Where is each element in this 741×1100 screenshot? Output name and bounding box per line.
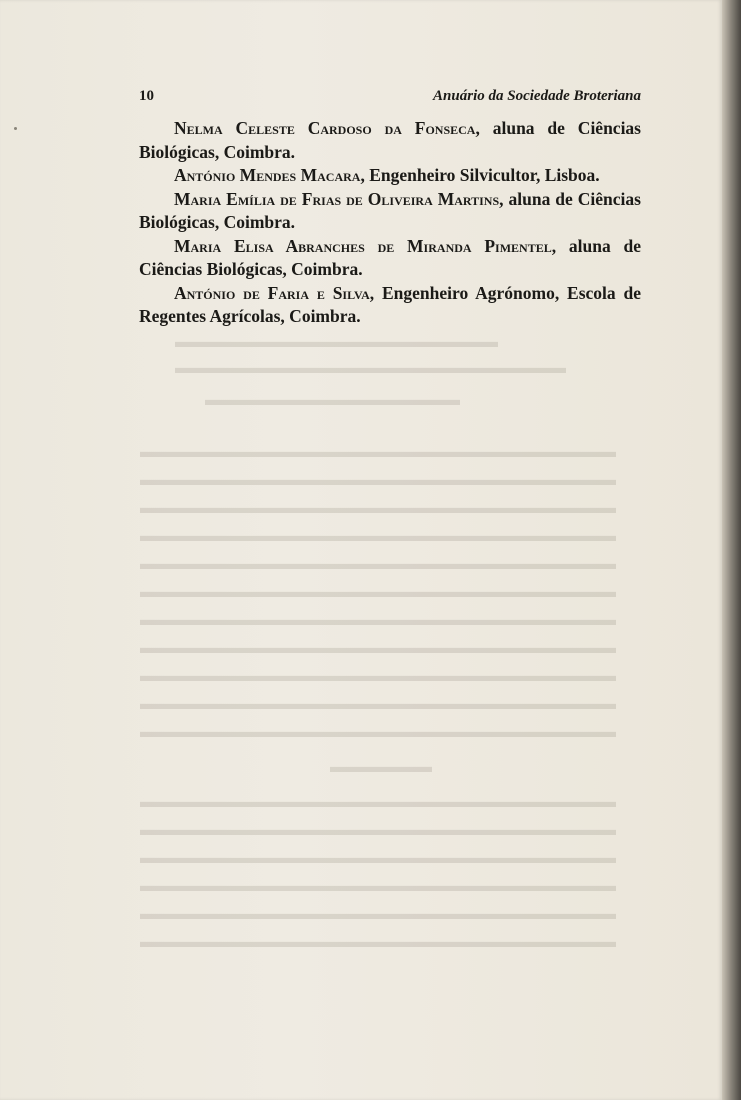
- show-through-line: ▬▬▬▬▬▬▬▬▬▬▬▬▬▬▬▬▬▬▬▬▬▬▬▬▬▬▬▬: [140, 722, 616, 741]
- show-through-line: ▬▬▬▬▬▬▬▬▬▬▬▬▬▬▬▬▬▬▬▬▬▬▬▬▬▬▬▬: [140, 610, 616, 629]
- member-name: António de Faria e Silva: [174, 282, 370, 303]
- show-through-line: ▬▬▬▬▬▬▬▬▬▬▬▬▬▬▬▬▬▬▬: [175, 332, 498, 351]
- show-through-line: ▬▬▬▬▬▬▬▬▬▬▬▬▬▬▬▬▬▬▬▬▬▬▬▬▬▬▬▬: [140, 554, 616, 573]
- show-through-line: ▬▬▬▬▬▬▬▬▬▬▬▬▬▬▬: [205, 390, 460, 409]
- member-description: , Engenheiro Silvicultor, Lisboa.: [360, 165, 600, 185]
- show-through-line: ▬▬▬▬▬▬▬▬▬▬▬▬▬▬▬▬▬▬▬▬▬▬▬▬▬▬▬▬: [140, 848, 616, 867]
- book-spine-edge: [722, 0, 741, 1100]
- member-name: Nelma Celeste Cardoso da Fonseca: [174, 118, 476, 138]
- member-description: , aluna de Ciências Biológicas, Coimbra.: [139, 188, 641, 232]
- page-header: [139, 88, 641, 110]
- show-through-line: ▬▬▬▬▬▬▬▬▬▬▬▬▬▬▬▬▬▬▬▬▬▬▬▬▬▬▬▬: [140, 666, 616, 685]
- member-description: , aluna de Ciências Biológicas, Coimbra.: [139, 235, 641, 279]
- show-through-line: ▬▬▬▬▬▬▬▬▬▬▬▬▬▬▬▬▬▬▬▬▬▬▬▬▬▬▬▬: [140, 820, 616, 839]
- show-through-line: ▬▬▬▬▬▬▬▬▬▬▬▬▬▬▬▬▬▬▬▬▬▬▬▬▬▬▬▬: [140, 904, 616, 923]
- show-through-line: ▬▬▬▬▬▬▬▬▬▬▬▬▬▬▬▬▬▬▬▬▬▬▬▬▬▬▬▬: [140, 792, 616, 811]
- show-through-line: ▬▬▬▬▬▬▬▬▬▬▬▬▬▬▬▬▬▬▬▬▬▬▬▬▬▬▬▬: [140, 442, 616, 461]
- member-list: [139, 117, 641, 329]
- show-through-line: ▬▬▬▬▬▬▬▬▬▬▬▬▬▬▬▬▬▬▬▬▬▬▬▬▬▬▬▬: [140, 932, 616, 951]
- member-name: António Mendes Macara: [174, 165, 361, 185]
- show-through-line: ▬▬▬▬▬▬: [330, 757, 432, 776]
- member-description: , aluna de Ciências Biológicas, Coimbra.: [139, 118, 641, 162]
- list-item: [139, 164, 641, 188]
- page-number: 10: [139, 88, 154, 104]
- list-item: [139, 188, 641, 235]
- member-name: Maria Elisa Abranches de Miranda Pimentel: [174, 235, 552, 256]
- show-through-line: ▬▬▬▬▬▬▬▬▬▬▬▬▬▬▬▬▬▬▬▬▬▬▬▬▬▬▬▬: [140, 470, 616, 489]
- member-description: , Engenheiro Agrónomo, Escola de Regentes Agrícolas, Coimbra.: [139, 282, 641, 326]
- paper-speck: [14, 127, 17, 130]
- member-name: Maria Emília de Frias de Oliveira Martins: [174, 188, 500, 209]
- show-through-line: ▬▬▬▬▬▬▬▬▬▬▬▬▬▬▬▬▬▬▬▬▬▬▬▬▬▬▬▬: [140, 582, 616, 601]
- show-through-line: ▬▬▬▬▬▬▬▬▬▬▬▬▬▬▬▬▬▬▬▬▬▬▬▬▬▬▬▬: [140, 694, 616, 713]
- show-through-line: ▬▬▬▬▬▬▬▬▬▬▬▬▬▬▬▬▬▬▬▬▬▬▬▬▬▬▬▬: [140, 876, 616, 895]
- running-title: Anuário da Sociedade Broteriana: [433, 88, 641, 104]
- show-through-line: ▬▬▬▬▬▬▬▬▬▬▬▬▬▬▬▬▬▬▬▬▬▬▬▬▬▬▬▬: [140, 498, 616, 517]
- list-item: [139, 282, 641, 329]
- show-through-line: ▬▬▬▬▬▬▬▬▬▬▬▬▬▬▬▬▬▬▬▬▬▬▬▬▬▬▬▬: [140, 526, 616, 545]
- list-item: [139, 235, 641, 282]
- show-through-line: ▬▬▬▬▬▬▬▬▬▬▬▬▬▬▬▬▬▬▬▬▬▬▬: [175, 358, 566, 377]
- show-through-line: ▬▬▬▬▬▬▬▬▬▬▬▬▬▬▬▬▬▬▬▬▬▬▬▬▬▬▬▬: [140, 638, 616, 657]
- list-item: [139, 117, 641, 164]
